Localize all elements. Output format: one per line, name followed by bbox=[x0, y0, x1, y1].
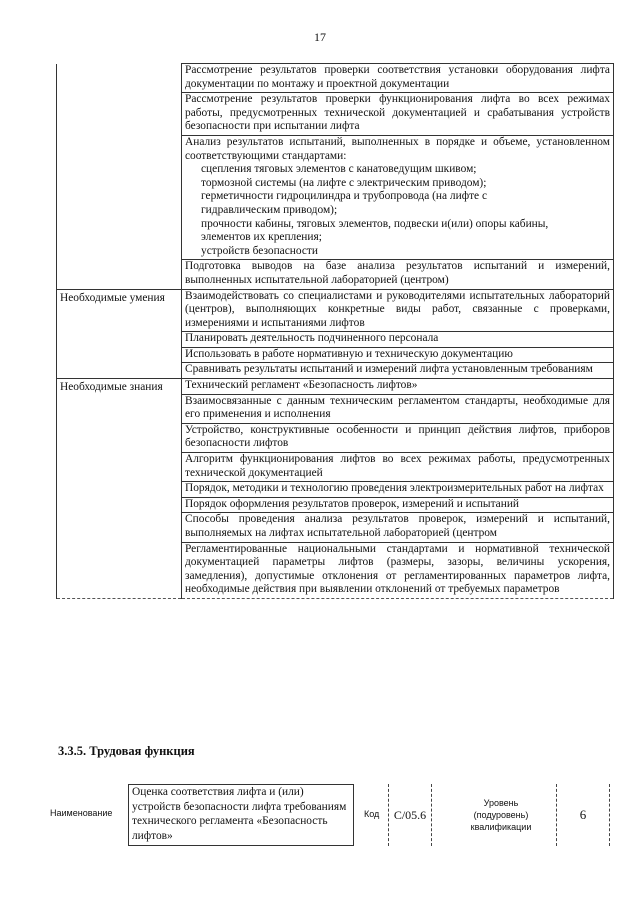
knowledge-label: Необходимые знания bbox=[57, 379, 182, 599]
skills-label: Необходимые умения bbox=[57, 289, 182, 379]
competency-table bbox=[56, 63, 614, 599]
skill-cell: Использовать в работе нормативную и техническую документацию bbox=[182, 347, 614, 363]
table-row bbox=[57, 93, 614, 136]
code-label: Код bbox=[364, 809, 380, 819]
analysis-cell bbox=[182, 135, 614, 259]
action-cell: Подготовка выводов на базе анализа результатов испытаний и измерений, выполненных испытательной лабораторией (центром) bbox=[182, 260, 614, 289]
skill-cell: Сравнивать результаты испытаний и измерений лифта установленным требованиям bbox=[182, 363, 614, 379]
action-cell: Рассмотрение результатов проверки соответствия установки оборудования лифта документации по монтажу и проектной документации bbox=[182, 64, 614, 93]
empty-label-cell bbox=[57, 135, 182, 259]
qualification-level: 6 bbox=[556, 784, 610, 846]
analysis-item: сцепления тяговых элементов с канатоведущим шкивом; bbox=[201, 163, 477, 176]
table-row bbox=[57, 379, 614, 395]
analysis-item: тормозной системы (на лифте с электрическим приводом); bbox=[201, 176, 487, 189]
knowledge-cell: Технический регламент «Безопасность лифтов» bbox=[182, 379, 614, 395]
table-row bbox=[57, 289, 614, 332]
table-row bbox=[57, 135, 614, 259]
table-row bbox=[57, 64, 614, 93]
analysis-intro: Анализ результатов испытаний, выполненных в порядке и объеме, установленном соответствующими стандартами: bbox=[185, 135, 610, 162]
analysis-item: устройств безопасности bbox=[201, 244, 318, 257]
knowledge-cell: Порядок оформления результатов проверок, измерений и испытаний bbox=[182, 497, 614, 513]
function-code: С/05.6 bbox=[388, 784, 432, 846]
page-number: 17 bbox=[314, 30, 326, 44]
level-label: Уровень (подуровень) квалификации bbox=[470, 798, 532, 832]
knowledge-cell: Алгоритм функционирования лифтов во всех режимах работы, предусмотренных технической документацией bbox=[182, 453, 614, 482]
table-row bbox=[57, 260, 614, 289]
knowledge-cell: Устройство, конструктивные особенности и принцип действия лифтов, приборов безопасности лифтов bbox=[182, 423, 614, 452]
knowledge-cell: Регламентированные национальными стандартами и нормативной технической документацией параметры лифтов (размеры, зазоры, величины ускорения, замедления), допустимые отклонения от регламентированных параметров лифта, необходимые действия при выявлении отклонений от требуемых параметров bbox=[182, 542, 614, 598]
action-cell: Рассмотрение результатов проверки функционирования лифта во всех режимах работы, предусмотренных технической документацией и срабатывания устройств безопасности при испытании лифта bbox=[182, 93, 614, 136]
analysis-item: герметичности гидроцилиндра и трубопровода (на лифте с гидравлическим приводом); bbox=[201, 190, 488, 216]
name-label: Наименование bbox=[50, 808, 113, 818]
empty-label-cell bbox=[57, 260, 182, 289]
knowledge-cell: Взаимосвязанные с данным техническим регламентом стандарты, необходимые для его применения и исполнения bbox=[182, 394, 614, 423]
knowledge-cell: Способы проведения анализа результатов проверок, измерений и испытаний, выполняемых на лифтах испытательной лабораторией (центром bbox=[182, 513, 614, 542]
function-name: Оценка соответствия лифта и (или) устройств безопасности лифта требованиям технического регламента «Безопасность лифтов» bbox=[128, 784, 354, 846]
skill-cell: Планировать деятельность подчиненного персонала bbox=[182, 332, 614, 348]
section-title: 3.3.5. Трудовая функция bbox=[58, 744, 195, 758]
skill-cell: Взаимодействовать со специалистами и руководителями испытательных лабораторий (центров), выполняющих конкретные виды работ, связанные с проверками, измерениями и испытаниями лифтов bbox=[182, 289, 614, 332]
empty-label-cell bbox=[57, 93, 182, 136]
analysis-item: прочности кабины, тяговых элементов, подвески и(или) опоры кабины, элементов их крепления; bbox=[201, 217, 549, 244]
knowledge-cell: Порядок, методики и технологию проведения электроизмерительных работ на лифтах bbox=[182, 482, 614, 498]
empty-label-cell bbox=[57, 64, 182, 93]
